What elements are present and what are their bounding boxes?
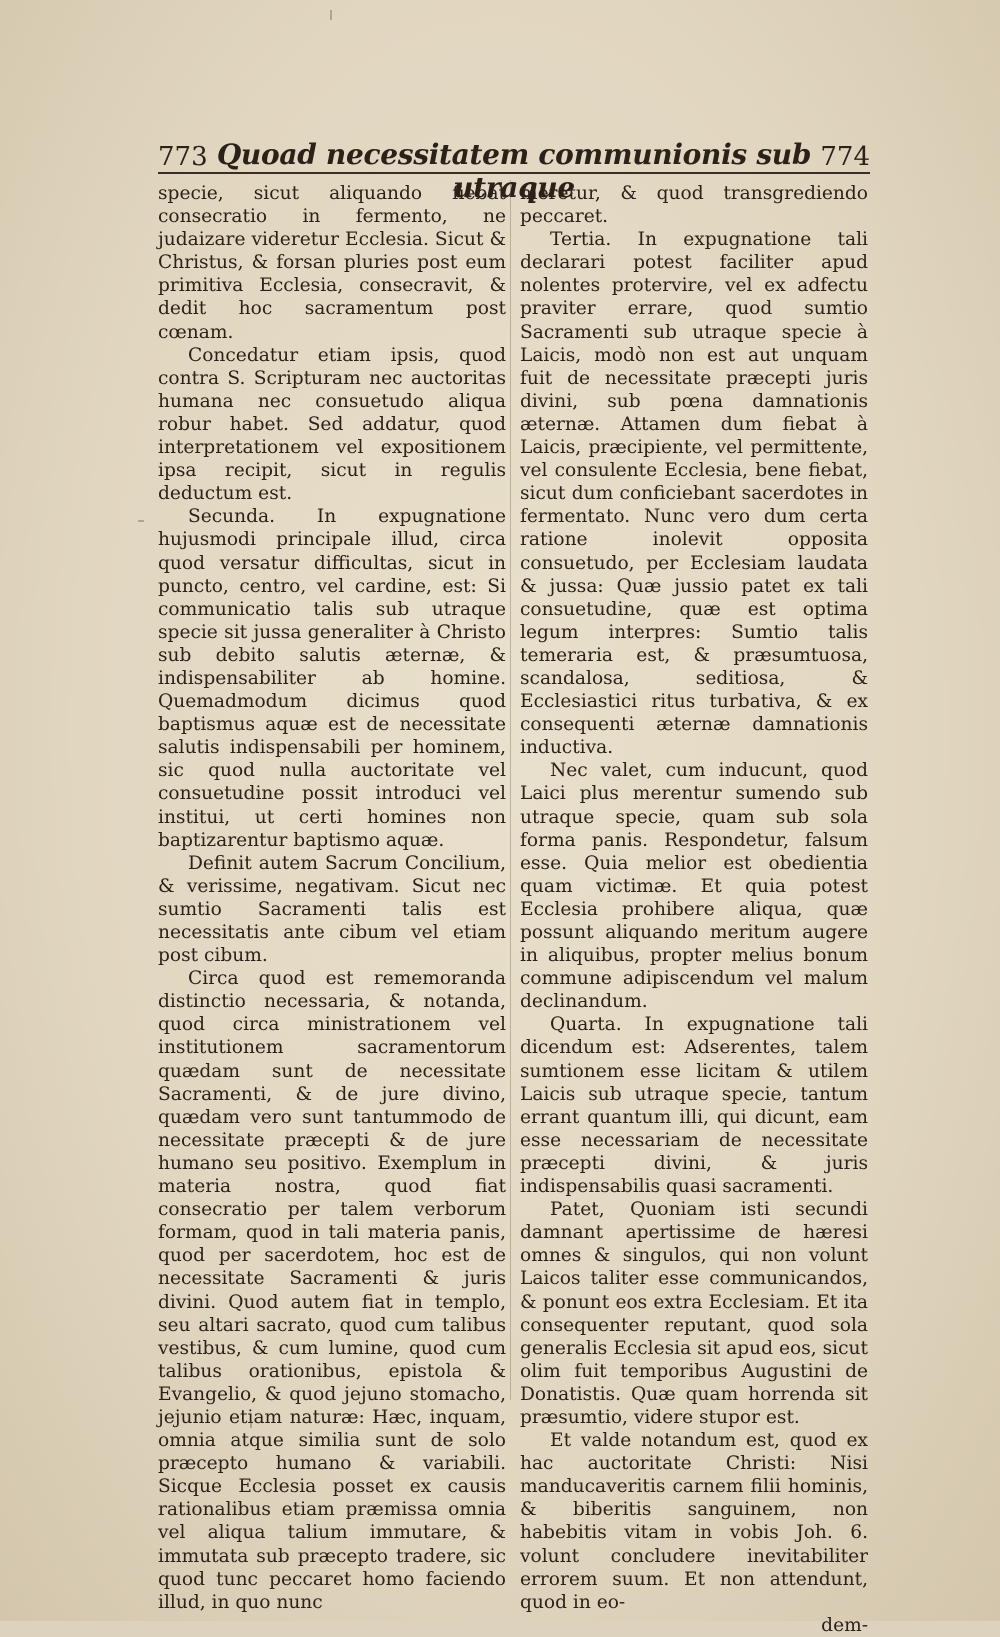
paragraph: Et valde notandum est, quod ex hac auctoritate Christi: Nisi manducaveritis carnem filii hominis, & biberitis sanguinem, non habebitis vitam in vobis Joh. 6. volunt concludere inevitabiliter errorem suum. Et non attendunt, quod in eo- (520, 1430, 868, 1613)
paragraph: Secunda. In expugnatione hujusmodi principale illud, circa quod versatur difficultas, sicut in puncto, centro, vel cardine, est: Si communicatio talis sub utraque specie sit jussa generaliter à Christo sub debito salutis æternæ, & indispensabiliter ab homine. Quemadmodum dicimus quod baptismus aquæ est de necessitate salutis indispensabili per hominem, sic quod nulla auctoritate vel consuetudine possit introduci vel institui, ut certi homines non baptizarentur baptismo aquæ. (158, 506, 506, 851)
paragraph: meretur, & quod transgrediendo peccaret. (520, 183, 868, 228)
page-number-right: 774 (820, 142, 870, 172)
paragraph: specie, sicut aliquando fiebat consecratio in fermento, ne judaizare videretur Ecclesia. Sicut & Christus, & forsan pluries post eum primitiva Ecclesia, consecravit, & dedit hoc sacramentum post cœnam. (158, 183, 506, 343)
paragraph: Patet, Quoniam isti secundi damnant apertissime de hæresi omnes & singulos, qui non volunt Laicos taliter esse communicandos, & ponunt eos extra Ecclesiam. Et ita consequenter reputant, quod sola generalis Ecclesia sit apud eos, sicut olim fuit temporibus Augustini de Donatistis. Quæ quam horrenda sit præsumtio, videre stupor est. (520, 1199, 868, 1428)
paragraph: Tertia. In expugnatione tali declarari potest faciliter apud nolentes protervire, vel ex adfectu praviter errare, quod sumtio Sacramenti sub utraque specie à Laicis, modò non est aut unquam fuit de necessitate præcepti juris divini, sub pœna damnationis æternæ. Attamen dum fiebat à Laicis, præcipiente, vel permittente, vel consulente Ecclesia, bene fiebat, sicut dum conficiebant sacerdotes in fermentato. Nunc vero dum certa ratione inolevit opposita consuetudo, per Ecclesiam laudata & jussa: Quæ jussio patet ex tali consuetudine, quæ est optima legum interpres: Sumtio talis temeraria est, & præsumtuosa, scandalosa, seditiosa, & Ecclesiastici ritus turbativa, & ex consequenti æternæ damnationis inductiva. (520, 229, 868, 759)
page-number-left: 773 (158, 142, 208, 172)
ink-mark (250, 1420, 252, 1428)
paragraph: Concedatur etiam ipsis, quod contra S. Scripturam nec auctoritas humana nec consuetudo aliqua robur habet. Sed addatur, quod interpretationem vel expositionem ipsa recipit, sicut in regulis deductum est. (158, 344, 506, 505)
catchword: dem- (821, 1614, 868, 1636)
paragraph: Circa quod est rememoranda distinctio necessaria, & notanda, quod circa ministrationem vel institutionem sacramentorum quædam sunt de necessitate Sacramenti, & de jure divino, quædam vero sunt tantummodo de necessitate præcepti & de jure humano seu positivo. Exemplum in materia nostra, quod fiat consecratio per talem verborum formam, quod in tali materia panis, quod per sacerdotem, hoc est de necessitate Sacramenti & juris divini. Quod autem fiat in templo, seu altari sacrato, quod cum talibus vestibus, & cum lumine, quod cum talibus orationibus, epistola & Evangelio, & quod jejuno stomacho, jejunio etiam naturæ: Hæc, inquam, omnia atque similia sunt de solo præcepto humano & variabili. Sicque Ecclesia posset ex causis rationalibus etiam præmissa omnia vel aliqua talium immutare, & immutata sub præcepto tradere, sic quod tunc peccaret homo faciendo illud, in quo nunc (158, 968, 506, 1613)
ink-mark (330, 10, 332, 20)
paragraph: Quarta. In expugnatione tali dicendum est: Adserentes, talem sumtionem esse licitam & utilem Laicis sub utraque specie, tantum errant quantum illi, qui dicunt, eam esse necessariam de necessitate præcepti divini, & juris indispensabilis quasi sacramenti. (520, 1014, 868, 1198)
ink-mark (138, 520, 144, 522)
running-title: Quoad necessitatem communionis sub utraque (216, 138, 812, 204)
left-column (158, 182, 506, 1614)
right-column (520, 182, 868, 1637)
column-divider (510, 180, 511, 1400)
paragraph: Nec valet, cum inducunt, quod Laici plus merentur sumendo sub utraque specie, quam sub sola forma panis. Respondetur, falsum esse. Quia melior est obedientia quam victimæ. Et quia potest Ecclesia prohibere aliqua, quæ possunt aliquando meritum augere in aliquibus, propter melius bonum commune adipiscendum vel malum declinandum. (520, 760, 868, 1013)
header-rule (158, 172, 870, 174)
paragraph: Definit autem Sacrum Concilium, & verissime, negativam. Sicut nec sumtio Sacramenti talis est necessitatis ante cibum vel etiam post cibum. (158, 852, 506, 967)
